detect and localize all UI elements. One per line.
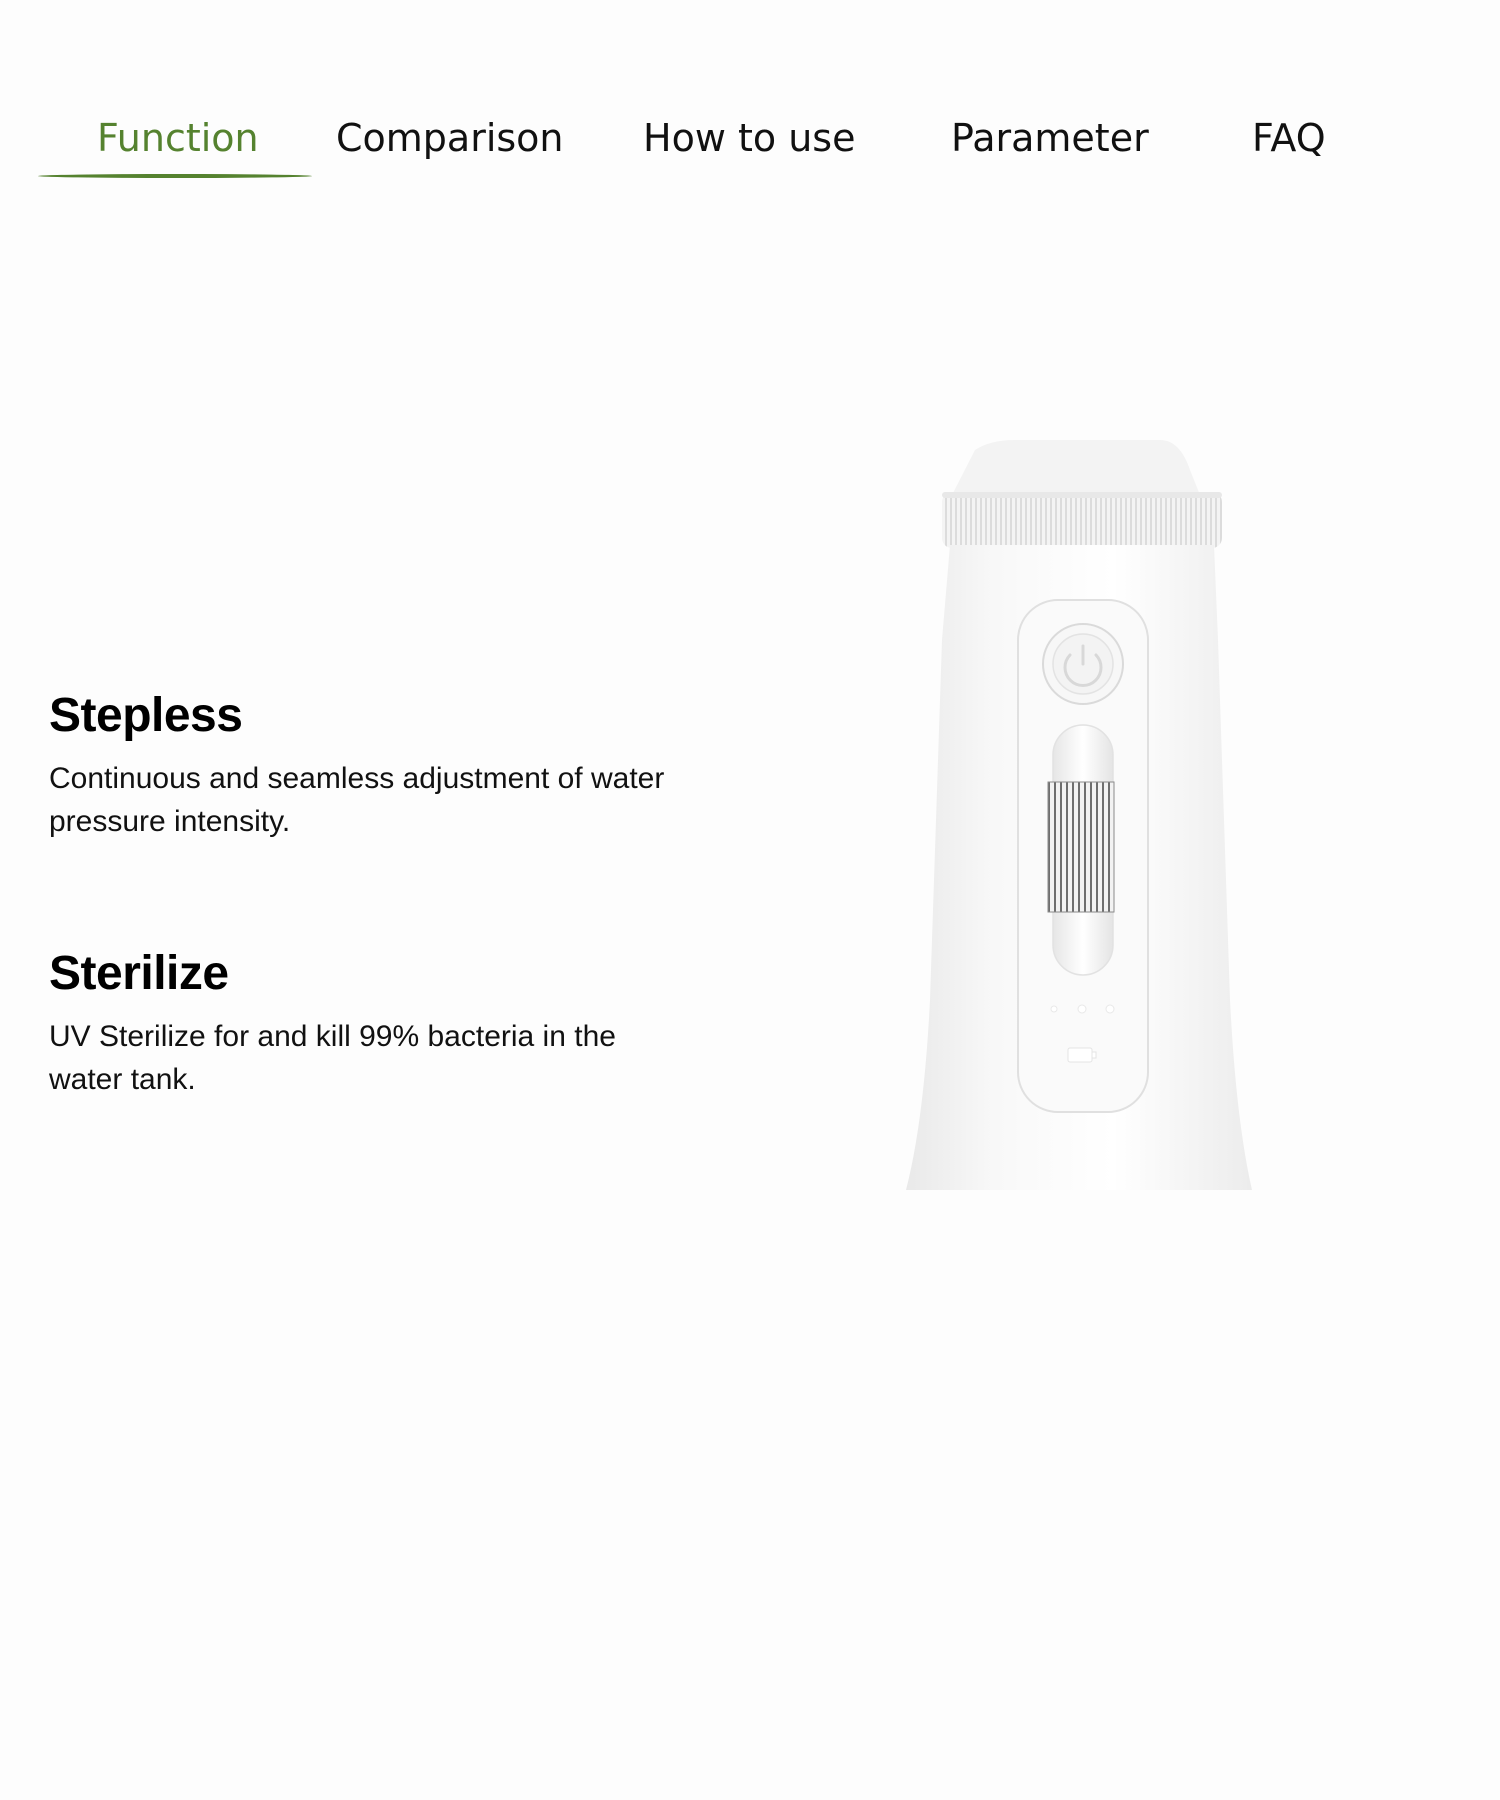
tab-parameter[interactable]: Parameter <box>951 116 1149 160</box>
tab-function[interactable]: Function <box>97 116 259 160</box>
tab-faq[interactable]: FAQ <box>1252 116 1326 160</box>
feature-description: Continuous and seamless adjustment of water pressure intensity. <box>49 762 665 838</box>
water-flosser-image <box>880 440 1280 1190</box>
active-tab-underline <box>38 174 312 178</box>
feature-title: Sterilize <box>49 947 229 1000</box>
feature-title: Stepless <box>49 689 243 742</box>
feature-stepless <box>49 688 689 843</box>
section-tabs <box>0 0 1500 200</box>
tab-comparison[interactable]: Comparison <box>336 116 564 160</box>
tab-how-to-use[interactable]: How to use <box>643 116 856 160</box>
feature-description: UV Sterilize for and kill 99% bacteria in the water tank. <box>49 1020 616 1096</box>
feature-sterilize <box>49 946 669 1101</box>
